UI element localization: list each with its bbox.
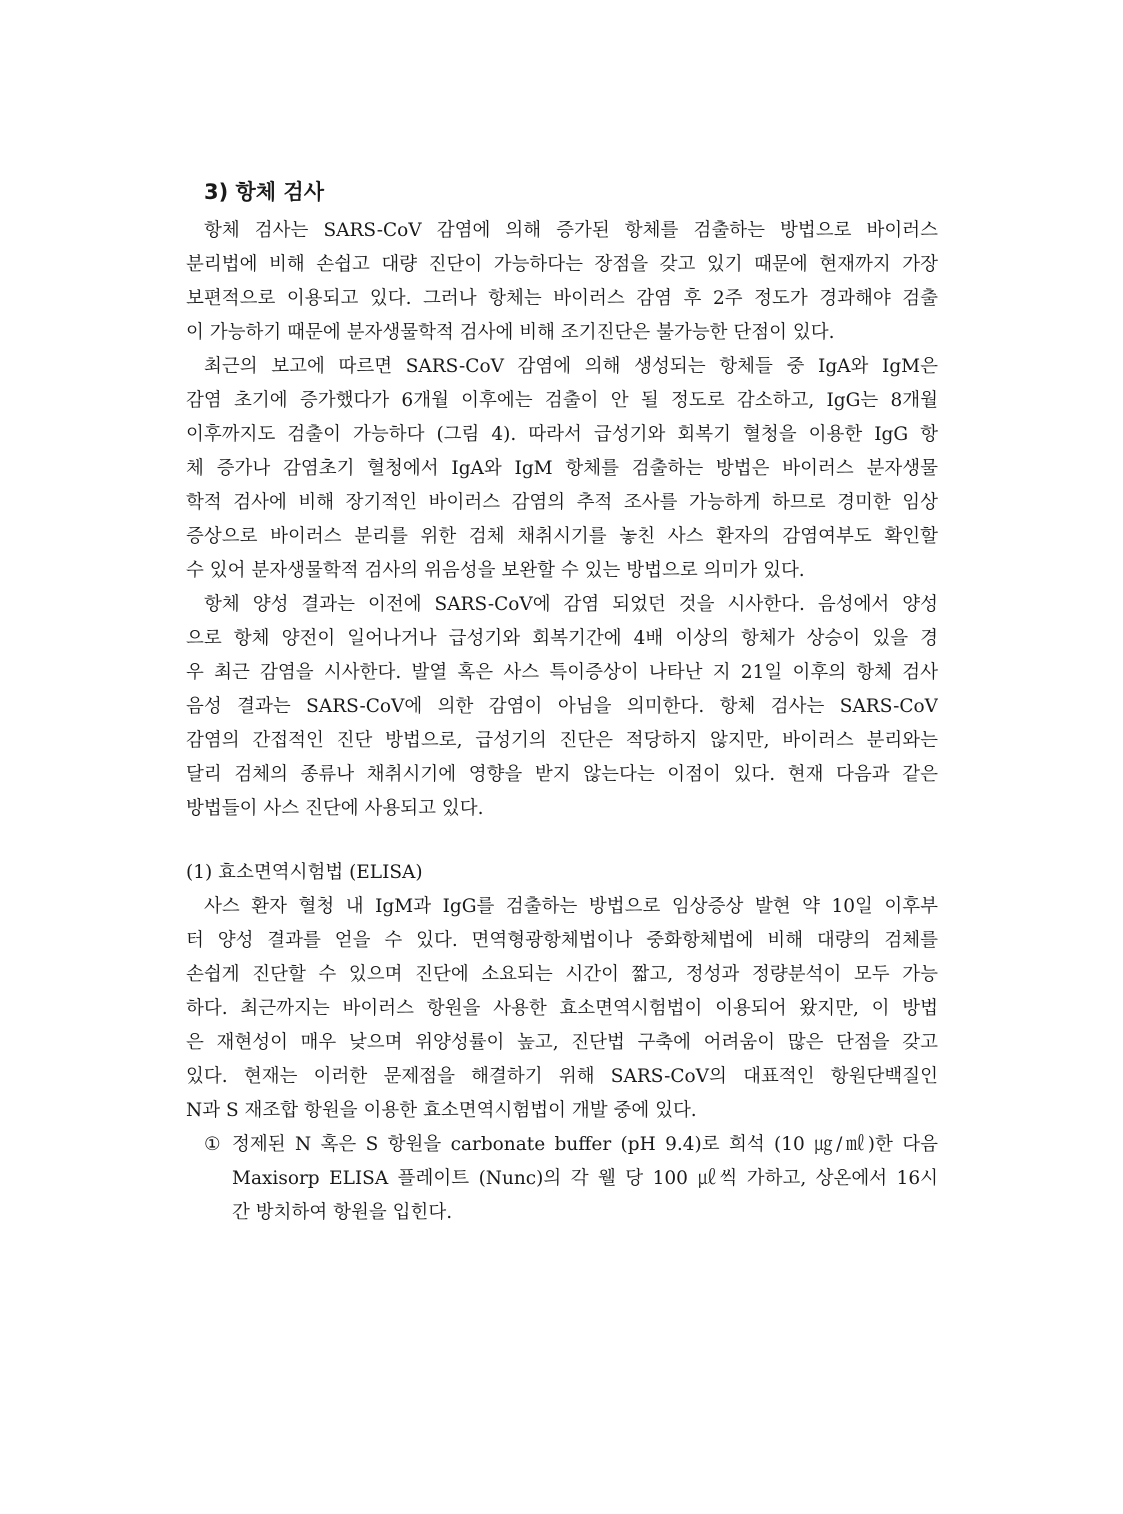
paragraph-line: 학적 검사에 비해 장기적인 바이러스 감염의 추적 조사를 가능하게 하므로 경미한 임상	[186, 492, 938, 513]
paragraph-line: 은 재현성이 매우 낮으며 위양성률이 높고, 진단법 구축에 어려움이 많은 단점을 갖고	[186, 1032, 938, 1053]
subsection-heading: (1) 효소면역시험법 (ELISA)	[186, 862, 423, 883]
subsection-paragraph	[186, 890, 938, 1128]
page-content	[186, 172, 938, 1230]
paragraph-line: 으로 항체 양전이 일어나거나 급성기와 회복기간에 4배 이상의 항체가 상승이 있을 경	[186, 628, 938, 649]
paragraph-line: 최근의 보고에 따르면 SARS-CoV 감염에 의해 생성되는 항체들 중 IgA와 IgM은	[204, 356, 938, 377]
paragraph-line: 증상으로 바이러스 분리를 위한 검체 채취시기를 놓친 사스 환자의 감염여부도 확인할	[186, 526, 938, 547]
step-line: 정제된 N 혹은 S 항원을 carbonate buffer (pH 9.4)로 희석 (10 ㎍/㎖)한 다음	[232, 1134, 938, 1155]
procedure-step-1	[186, 1128, 938, 1230]
paragraph-line: 우 최근 감염을 시사한다. 발열 혹은 사스 특이증상이 나타난 지 21일 이후의 항체 검사	[186, 662, 938, 683]
step-line: 간 방치하여 항원을 입힌다.	[232, 1202, 453, 1223]
paragraph-line: 음성 결과는 SARS-CoV에 의한 감염이 아님을 의미한다. 항체 검사는 SARS-CoV	[186, 696, 938, 717]
step-number-marker: ①	[204, 1134, 221, 1155]
paragraph-line: 이 가능하기 때문에 분자생물학적 검사에 비해 조기진단은 불가능한 단점이 있다.	[186, 322, 835, 343]
paragraph-line: 하다. 최근까지는 바이러스 항원을 사용한 효소면역시험법이 이용되어 왔지만, 이 방법	[186, 998, 938, 1019]
paragraph-line: 분리법에 비해 손쉽고 대량 진단이 가능하다는 장점을 갖고 있기 때문에 현재까지 가장	[186, 254, 938, 275]
paragraph-line: 감염의 간접적인 진단 방법으로, 급성기의 진단은 적당하지 않지만, 바이러스 분리와는	[186, 730, 938, 751]
paragraph-line: 방법들이 사스 진단에 사용되고 있다.	[186, 798, 484, 819]
paragraph-line: 터 양성 결과를 얻을 수 있다. 면역형광항체법이나 중화항체법에 비해 대량의 검체를	[186, 930, 938, 951]
paragraph-line: 수 있어 분자생물학적 검사의 위음성을 보완할 수 있는 방법으로 의미가 있다.	[186, 560, 805, 581]
paragraph-line: N과 S 재조합 항원을 이용한 효소면역시험법이 개발 중에 있다.	[186, 1100, 697, 1121]
paragraph-line: 항체 검사는 SARS-CoV 감염에 의해 증가된 항체를 검출하는 방법으로 바이러스	[204, 220, 938, 241]
paragraph-line: 있다. 현재는 이러한 문제점을 해결하기 위해 SARS-CoV의 대표적인 항원단백질인	[186, 1066, 938, 1087]
paragraph-1	[186, 214, 938, 350]
paragraph-line: 감염 초기에 증가했다가 6개월 이후에는 검출이 안 될 정도로 감소하고, IgG는 8개월	[186, 390, 938, 411]
section-gap	[186, 826, 938, 856]
paragraph-line: 이후까지도 검출이 가능하다 (그림 4). 따라서 급성기와 회복기 혈청을 이용한 IgG 항	[186, 424, 938, 445]
paragraph-3	[186, 588, 938, 826]
paragraph-line: 체 증가나 감염초기 혈청에서 IgA와 IgM 항체를 검출하는 방법은 바이러스 분자생물	[186, 458, 938, 479]
section-heading: 3) 항체 검사	[204, 180, 324, 204]
paragraph-2	[186, 350, 938, 588]
paragraph-line: 달리 검체의 종류나 채취시기에 영향을 받지 않는다는 이점이 있다. 현재 다음과 같은	[186, 764, 938, 785]
step-first-line	[204, 1128, 938, 1162]
paragraph-line: 손쉽게 진단할 수 있으며 진단에 소요되는 시간이 짧고, 정성과 정량분석이 모두 가능	[186, 964, 938, 985]
paragraph-line: 사스 환자 혈청 내 IgM과 IgG를 검출하는 방법으로 임상증상 발현 약 10일 이후부	[204, 896, 938, 917]
paragraph-line: 보편적으로 이용되고 있다. 그러나 항체는 바이러스 감염 후 2주 정도가 경과해야 검출	[186, 288, 938, 309]
paragraph-line: 항체 양성 결과는 이전에 SARS-CoV에 감염 되었던 것을 시사한다. 음성에서 양성	[204, 594, 938, 615]
step-line: Maxisorp ELISA 플레이트 (Nunc)의 각 웰 당 100 ㎕씩 가하고, 상온에서 16시	[232, 1168, 938, 1189]
